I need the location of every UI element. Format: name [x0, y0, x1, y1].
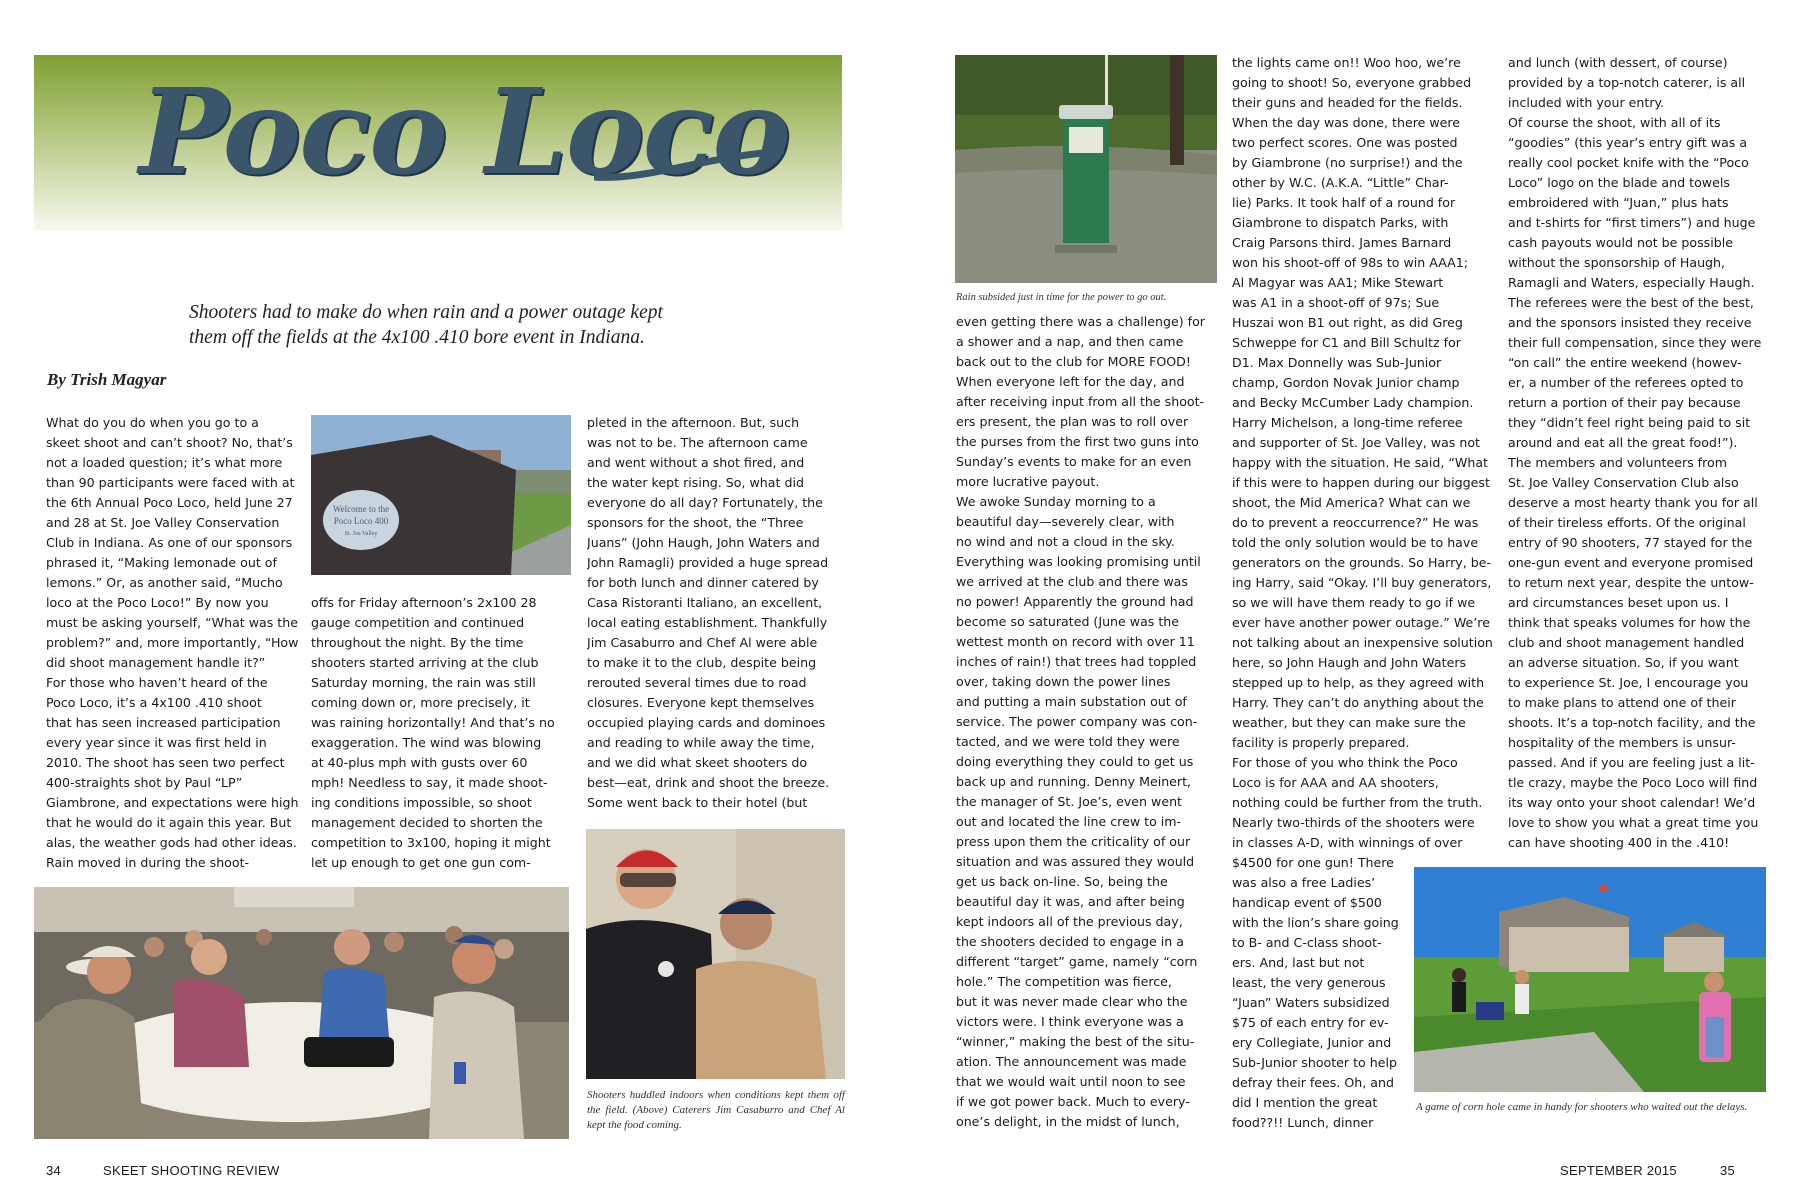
article-text-line: around and eat all the great food!”).	[1508, 435, 1738, 450]
article-text-line: victors were. I think everyone was a	[956, 1014, 1184, 1029]
footer-publication: SKEET SHOOTING REVIEW	[103, 1163, 280, 1178]
article-text-line: even getting there was a challenge) for	[956, 314, 1205, 329]
article-text-line: one’s delight, in the midst of lunch,	[956, 1114, 1180, 1129]
article-text-line: Of course the shoot, with all of its	[1508, 115, 1721, 130]
article-text-line: skeet shoot and can’t shoot? No, that’s	[46, 435, 293, 450]
article-text-line: their guns and headed for the fields.	[1232, 95, 1463, 110]
article-text-line: “goodies” (this year’s entry gift was a	[1508, 135, 1748, 150]
article-text-line: and putting a main substation out of	[956, 694, 1187, 709]
article-text-line: and Becky McCumber Lady champion.	[1232, 395, 1474, 410]
caption-indoor-photos: Shooters huddled indoors when conditions kept them off the field. (Above) Caterers Jim Casaburro and Chef Al kept the food coming.	[587, 1089, 845, 1131]
article-text-line: stepped up to help, as they agreed with	[1232, 675, 1485, 690]
article-column-1	[46, 413, 298, 875]
article-text-line: alas, the weather gods had other ideas.	[46, 835, 297, 850]
article-deck	[189, 300, 749, 350]
article-text-line: Saturday morning, the rain was still	[311, 675, 536, 690]
photo-shooters-indoors	[34, 887, 569, 1139]
article-text-line: shooters started arriving at the club	[311, 655, 539, 670]
article-text-line: a shower and a nap, and then came	[956, 334, 1184, 349]
article-text-line: Schweppe for C1 and Bill Schultz for	[1232, 335, 1461, 350]
article-text-line: get us back on-line. So, being the	[956, 874, 1168, 889]
sign-text-line: Poco Loco 400	[333, 516, 389, 526]
footer-page-number-left: 34	[46, 1163, 62, 1178]
article-text-line: rerouted several times due to road	[587, 675, 807, 690]
article-text-line: Loco” logo on the blade and towels	[1508, 175, 1730, 190]
article-text-line: best—eat, drink and shoot the breeze.	[587, 775, 830, 790]
article-text-line: to make plans to attend one of their	[1508, 695, 1736, 710]
article-text-line: one-gun event and everyone promised	[1508, 555, 1754, 570]
article-text-line: lie) Parks. It took half of a round for	[1232, 195, 1456, 210]
article-text-line: cash payouts would not be possible	[1508, 235, 1733, 250]
article-text-line: included with your entry.	[1508, 95, 1665, 110]
article-text-line: $4500 for one gun! There	[1232, 855, 1394, 870]
article-text-line: its way onto your shoot calendar! We’d	[1508, 795, 1756, 810]
title-swash-decoration	[594, 147, 784, 187]
article-text-line: Everything was looking promising until	[956, 554, 1201, 569]
sign-scene	[311, 415, 571, 575]
cornhole-scene	[1414, 867, 1766, 1092]
article-text-line: the water kept rising. So, what did	[587, 475, 804, 490]
article-text-line: in classes A-D, with winnings of over	[1232, 835, 1463, 850]
byline: By Trish Magyar	[47, 370, 167, 389]
article-text-line: champ, Gordon Novak Junior champ	[1232, 375, 1460, 390]
article-text-line: the manager of St. Joe’s, even went	[956, 794, 1182, 809]
article-text-line: deserve a most hearty thank you for all	[1508, 495, 1758, 510]
article-text-line: For those who haven’t heard of the	[46, 675, 268, 690]
article-text-line: facility is properly prepared.	[1232, 735, 1410, 750]
article-text-line: the 6th Annual Poco Loco, held June 27	[46, 495, 293, 510]
article-text-line: situation and was assured they would	[956, 854, 1195, 869]
article-text-line: but it was never made clear who the	[956, 994, 1188, 1009]
article-text-line: to make it to the club, despite being	[587, 655, 817, 670]
article-text-line: we arrived at the club and there was	[956, 574, 1188, 589]
article-text-line: press upon them the criticality of our	[956, 834, 1191, 849]
caterers-scene	[586, 829, 845, 1079]
article-text-line: to B- and C-class shoot-	[1232, 935, 1382, 950]
article-text-line: throughout the night. By the time	[311, 635, 524, 650]
article-text-line: beautiful day—severely clear, with	[956, 514, 1175, 529]
article-text-line: can have shooting 400 in the .410!	[1508, 835, 1730, 850]
article-text-line: the lights came on!! Woo hoo, we’re	[1232, 55, 1461, 70]
footer-issue-date: SEPTEMBER 2015	[1560, 1163, 1677, 1178]
article-text-line: the purses from the first two guns into	[956, 434, 1199, 449]
article-text-line: tle crazy, maybe the Poco Loco will find	[1508, 775, 1758, 790]
article-text-line: to experience St. Joe, I encourage you	[1508, 675, 1749, 690]
article-text-line: competition to 3x100, hoping it might	[311, 835, 551, 850]
article-text-line: closures. Everyone kept themselves	[587, 695, 815, 710]
indoor-scene	[34, 887, 569, 1139]
article-text-line: service. The power company was con-	[956, 714, 1198, 729]
caption-corn-hole: A game of corn hole came in handy for shooters who waited out the delays.	[1416, 1101, 1748, 1113]
article-text-line: ard circumstances beset upon us. I	[1508, 595, 1729, 610]
article-text-line: here, so John Haugh and John Waters	[1232, 655, 1467, 670]
article-text-line: When the day was done, there were	[1232, 115, 1461, 130]
article-text-line: wettest month on record with over 11	[956, 634, 1195, 649]
article-text-line: ery Collegiate, Junior and	[1232, 1035, 1392, 1050]
article-text-line: no power! Apparently the ground had	[956, 594, 1194, 609]
article-text-line: When everyone left for the day, and	[956, 374, 1185, 389]
article-text-line: local eating establishment. Thankfully	[587, 615, 828, 630]
article-text-line: hole.” The competition was fierce,	[956, 974, 1172, 989]
article-text-line: love to show you what a great time you	[1508, 815, 1759, 830]
article-text-line: gauge competition and continued	[311, 615, 525, 630]
deck-line: Shooters had to make do when rain and a power outage kept	[189, 302, 663, 323]
article-text-line: loco at the Poco Loco!” By now you	[46, 595, 269, 610]
article-text-line: D1. Max Donnelly was Sub-Junior	[1232, 355, 1442, 370]
article-text-line: over, taking down the power lines	[956, 674, 1171, 689]
article-text-line: did shoot management handle it?”	[46, 655, 266, 670]
page-title: Poco Loco	[139, 62, 790, 201]
sign-text-line: Welcome to the	[332, 504, 390, 514]
article-text-line: and supporter of St. Joe Valley, was not	[1232, 435, 1480, 450]
article-text-line: no wind and not a cloud in the sky.	[956, 534, 1175, 549]
article-text-line: to return next year, despite the untow-	[1508, 575, 1754, 590]
article-text-line: Harry. They can’t do anything about the	[1232, 695, 1484, 710]
article-text-line: least, the very generous	[1232, 975, 1386, 990]
photo-corn-hole	[1414, 867, 1766, 1092]
article-text-line: do to prevent a reoccurrence?” He was	[1232, 515, 1479, 530]
article-text-line: by Giambrone (no surprise!) and the	[1232, 155, 1463, 170]
photo-caterers	[586, 829, 845, 1079]
article-text-line: not talking about an inexpensive solution	[1232, 635, 1493, 650]
article-text-line: let up enough to get one gun com-	[311, 855, 531, 870]
article-text-line: so we will have them ready to go if we	[1232, 595, 1476, 610]
article-text-line: Some went back to their hotel (but	[587, 795, 808, 810]
footer-page-number-right: 35	[1720, 1163, 1736, 1178]
article-text-line: did I mention the great	[1232, 1095, 1378, 1110]
article-text-line: after receiving input from all the shoot-	[956, 394, 1205, 409]
article-text-line: Giambrone, and expectations were high	[46, 795, 298, 810]
article-text-line: management decided to shorten the	[311, 815, 543, 830]
article-column-6	[1508, 53, 1778, 855]
article-text-line: Rain moved in during the shoot-	[46, 855, 250, 870]
article-text-line: happy with the situation. He said, “What	[1232, 455, 1488, 470]
article-text-line: sponsors for the shoot, the “Three	[587, 515, 804, 530]
article-column-4	[956, 312, 1218, 1134]
article-text-line: “on call” the entire weekend (howev-	[1508, 355, 1742, 370]
article-text-line: Poco Loco, it’s a 4x100 .410 shoot	[46, 695, 262, 710]
article-text-line: entry of 90 shooters, 77 stayed for the	[1508, 535, 1753, 550]
article-text-line: and went without a shot fired, and	[587, 455, 805, 470]
article-text-line: Ramagli and Waters, especially Haugh.	[1508, 275, 1755, 290]
article-text-line: “winner,” making the best of the situ-	[956, 1034, 1195, 1049]
article-text-line: nothing could be further from the truth.	[1232, 795, 1483, 810]
article-text-line: Jim Casaburro and Chef Al were able	[587, 635, 818, 650]
article-text-line: become so saturated (June was the	[956, 614, 1180, 629]
article-text-line: was also a free Ladies’	[1232, 875, 1376, 890]
outhouse-scene	[955, 55, 1217, 283]
article-text-line: ation. The announcement was made	[956, 1054, 1187, 1069]
article-text-line: was A1 in a shoot-off of 97s; Sue	[1232, 295, 1440, 310]
article-text-line: Sunday’s events to make for an even	[956, 454, 1192, 469]
article-text-line: The referees were the best of the best,	[1508, 295, 1754, 310]
article-text-line: pleted in the afternoon. But, such	[587, 415, 800, 430]
article-text-line: with the lion’s share going	[1232, 915, 1399, 930]
article-text-line: Harry Michelson, a long-time referee	[1232, 415, 1463, 430]
article-text-line: that has seen increased participation	[46, 715, 281, 730]
article-text-line: tacted, and we were told they were	[956, 734, 1180, 749]
article-text-line: ever have another power outage.” We’re	[1232, 615, 1490, 630]
article-text-line: coming down or, more precisely, it	[311, 695, 530, 710]
article-text-line: than 90 participants were faced with at	[46, 475, 295, 490]
article-text-line: handicap event of $500	[1232, 895, 1382, 910]
article-text-line: for both lunch and dinner catered by	[587, 575, 819, 590]
article-text-line: was not to be. The afternoon came	[587, 435, 808, 450]
article-text-line: two perfect scores. One was posted	[1232, 135, 1458, 150]
article-text-line: defray their fees. Oh, and	[1232, 1075, 1394, 1090]
article-text-line: and 28 at St. Joe Valley Conservation	[46, 515, 280, 530]
article-text-line: ers. And, last but not	[1232, 955, 1365, 970]
article-text-line: the shooters decided to engage in a	[956, 934, 1184, 949]
article-text-line: every year since it was first held in	[46, 735, 267, 750]
title-banner	[34, 55, 842, 230]
article-text-line: passed. And if you are feeling just a lit-	[1508, 755, 1755, 770]
article-text-line: without the sponsorship of Haugh,	[1508, 255, 1726, 270]
article-text-line: provided by a top-notch caterer, is all	[1508, 75, 1746, 90]
article-text-line: of their tireless efforts. Of the original	[1508, 515, 1746, 530]
article-text-line: Nearly two-thirds of the shooters were	[1232, 815, 1475, 830]
article-text-line: their full compensation, since they were	[1508, 335, 1762, 350]
photo-welcome-sign	[311, 415, 571, 575]
article-text-line: not a loaded question; it’s what more	[46, 455, 283, 470]
article-text-line: Huszai won B1 out right, as did Greg	[1232, 315, 1463, 330]
article-text-line: Club in Indiana. As one of our sponsors	[46, 535, 293, 550]
article-text-line: and lunch (with dessert, of course)	[1508, 55, 1728, 70]
article-text-line: out and located the line crew to im-	[956, 814, 1182, 829]
article-text-line: and the sponsors insisted they receive	[1508, 315, 1752, 330]
deck-line: them off the fields at the 4x100 .410 bore event in Indiana.	[189, 327, 645, 348]
article-text-line: ing Harry, said “Okay. I’ll buy generators,	[1232, 575, 1492, 590]
article-text-line: mph! Needless to say, it made shoot-	[311, 775, 548, 790]
article-text-line: $75 of each entry for ev-	[1232, 1015, 1389, 1030]
article-text-line: problem?” and, more importantly, “How	[46, 635, 298, 650]
article-text-line: think that speaks volumes for how the	[1508, 615, 1751, 630]
article-text-line: shoot, the Mid America? What can we	[1232, 495, 1471, 510]
article-text-line: hospitality of the members is unsur-	[1508, 735, 1736, 750]
article-text-line: lemons.” Or, as another said, “Mucho	[46, 575, 283, 590]
article-text-line: What do you do when you go to a	[46, 415, 259, 430]
article-text-line: phrased it, “Making lemonade out of	[46, 555, 277, 570]
article-text-line: was raining horizontally! And that’s no	[311, 715, 555, 730]
article-text-line: told the only solution would be to have	[1232, 535, 1479, 550]
article-text-line: The members and volunteers from	[1508, 455, 1727, 470]
article-text-line: and reading to while away the time,	[587, 735, 815, 750]
article-text-line: if this were to happen during our biggest	[1232, 475, 1490, 490]
article-text-line: kept indoors all of the previous day,	[956, 914, 1183, 929]
article-text-line: won his shoot-off of 98s to win AAA1;	[1232, 255, 1469, 270]
article-text-line: Juans” (John Haugh, John Waters and	[587, 535, 820, 550]
sign-text-line: St. Joe Valley	[344, 531, 378, 537]
article-text-line: exaggeration. The wind was blowing	[311, 735, 542, 750]
article-text-line: and t-shirts for “first timers”) and huge	[1508, 215, 1756, 230]
article-text-line: that we would wait until noon to see	[956, 1074, 1186, 1089]
photo-flooded-outhouse	[955, 55, 1217, 283]
caption-outhouse: Rain subsided just in time for the power to go out.	[956, 292, 1167, 303]
article-text-line: return a portion of their pay because	[1508, 395, 1741, 410]
article-text-line: St. Joe Valley Conservation Club also	[1508, 475, 1739, 490]
article-text-line: at 40-plus mph with gusts over 60	[311, 755, 528, 770]
article-text-line: going to shoot! So, everyone grabbed	[1232, 75, 1472, 90]
article-text-line: different “target” game, namely “corn	[956, 954, 1198, 969]
article-column-2	[311, 593, 576, 875]
article-text-line: if we got power back. Much to every-	[956, 1094, 1190, 1109]
article-text-line: ers present, the plan was to roll over	[956, 414, 1189, 429]
article-text-line: inches of rain!) that trees had toppled	[956, 654, 1197, 669]
article-text-line: more lucrative payout.	[956, 474, 1100, 489]
article-text-line: back out to the club for MORE FOOD!	[956, 354, 1191, 369]
article-text-line: that he would do it again this year. But	[46, 815, 292, 830]
article-text-line: ing conditions impossible, so shoot	[311, 795, 532, 810]
article-text-line: really cool pocket knife with the “Poco	[1508, 155, 1749, 170]
article-text-line: an adverse situation. So, if you want	[1508, 655, 1739, 670]
article-column-3	[587, 413, 845, 815]
article-text-line: 2010. The shoot has seen two perfect	[46, 755, 285, 770]
article-text-line: embroidered with “Juan,” plus hats	[1508, 195, 1729, 210]
article-text-line: Sub-Junior shooter to help	[1232, 1055, 1397, 1070]
article-text-line: 400-straights shot by Paul “LP”	[46, 775, 243, 790]
article-text-line: weather, but they can make sure the	[1232, 715, 1466, 730]
article-text-line: they “didn’t feel right being paid to sit	[1508, 415, 1751, 430]
article-text-line: For those of you who think the Poco	[1232, 755, 1458, 770]
article-text-line: club and shoot management handled	[1508, 635, 1745, 650]
article-text-line: and we did what skeet shooters do	[587, 755, 808, 770]
article-text-line: everyone do all day? Fortunately, the	[587, 495, 823, 510]
article-text-line: food??!! Lunch, dinner	[1232, 1115, 1374, 1130]
article-text-line: occupied playing cards and dominoes	[587, 715, 826, 730]
article-text-line: Giambrone to dispatch Parks, with	[1232, 215, 1449, 230]
article-text-line: shoots. It’s a top-notch facility, and the	[1508, 715, 1756, 730]
article-text-line: doing everything they could to get us	[956, 754, 1194, 769]
article-text-line: beautiful day it was, and after being	[956, 894, 1185, 909]
article-text-line: Craig Parsons third. James Barnard	[1232, 235, 1452, 250]
article-text-line: John Ramagli) provided a huge spread	[587, 555, 829, 570]
article-text-line: Loco is for AAA and AA shooters,	[1232, 775, 1439, 790]
article-text-line: We awoke Sunday morning to a	[956, 494, 1156, 509]
article-text-line: offs for Friday afternoon’s 2x100 28	[311, 595, 537, 610]
article-text-line: Casa Ristoranti Italiano, an excellent,	[587, 595, 823, 610]
article-text-line: back up and running. Denny Meinert,	[956, 774, 1192, 789]
article-text-line: generators on the grounds. So Harry, be-	[1232, 555, 1492, 570]
article-text-line: er, a number of the referees opted to	[1508, 375, 1744, 390]
article-text-line: Al Magyar was AA1; Mike Stewart	[1232, 275, 1444, 290]
article-text-line: must be asking yourself, “What was the	[46, 615, 298, 630]
article-text-line: other by W.C. (A.K.A. “Little” Char-	[1232, 175, 1449, 190]
article-text-line: “Juan” Waters subsidized	[1232, 995, 1390, 1010]
